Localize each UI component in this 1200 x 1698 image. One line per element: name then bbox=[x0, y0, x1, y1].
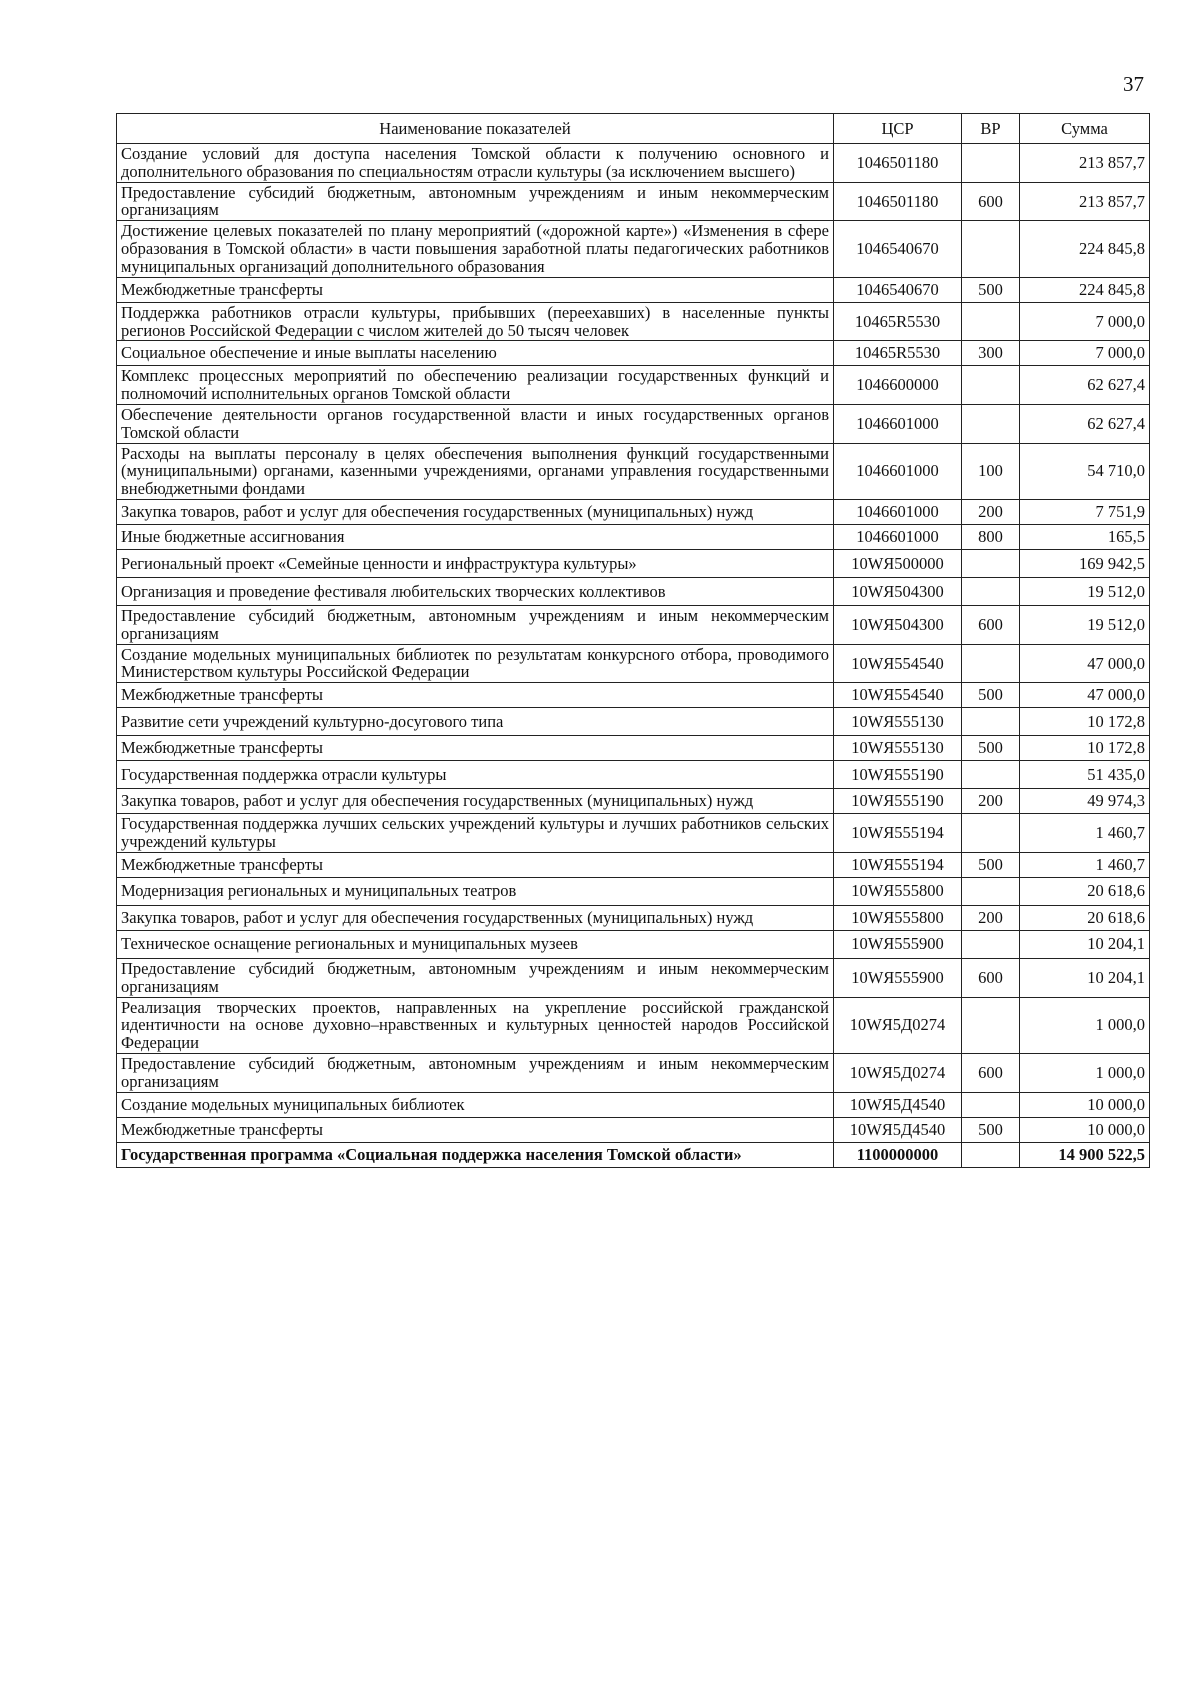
row-csr-cell: 1046601000 bbox=[834, 525, 962, 550]
table-row bbox=[117, 708, 1150, 736]
row-vr-cell bbox=[962, 708, 1020, 736]
table-row bbox=[117, 930, 1150, 958]
row-vr-cell: 500 bbox=[962, 852, 1020, 877]
row-vr-cell bbox=[962, 366, 1020, 405]
row-csr-cell: 10WЯ504300 bbox=[834, 606, 962, 645]
table-header bbox=[117, 114, 1150, 144]
row-sum-cell: 213 857,7 bbox=[1020, 144, 1150, 183]
row-vr-cell bbox=[962, 814, 1020, 853]
table-row bbox=[117, 302, 1150, 341]
row-name-cell: Предоставление субсидий бюджетным, автономным учреждениям и иным некоммерческим организациям bbox=[117, 182, 834, 221]
row-sum-cell: 1 460,7 bbox=[1020, 852, 1150, 877]
row-vr-cell bbox=[962, 1092, 1020, 1117]
row-sum-cell: 10 000,0 bbox=[1020, 1117, 1150, 1142]
row-sum-cell: 14 900 522,5 bbox=[1020, 1142, 1150, 1167]
table-row bbox=[117, 341, 1150, 366]
row-sum-cell: 10 172,8 bbox=[1020, 708, 1150, 736]
row-sum-cell: 62 627,4 bbox=[1020, 404, 1150, 443]
row-name-cell: Техническое оснащение региональных и муниципальных музеев bbox=[117, 930, 834, 958]
page-number: 37 bbox=[1123, 72, 1144, 96]
header-vr: ВР bbox=[962, 114, 1020, 144]
row-name-cell: Закупка товаров, работ и услуг для обеспечения государственных (муниципальных) нужд bbox=[117, 905, 834, 930]
row-csr-cell: 10WЯ555130 bbox=[834, 708, 962, 736]
row-name-cell: Предоставление субсидий бюджетным, автономным учреждениям и иным некоммерческим организациям bbox=[117, 606, 834, 645]
table-row bbox=[117, 761, 1150, 789]
row-name-cell: Межбюджетные трансферты bbox=[117, 683, 834, 708]
row-vr-cell bbox=[962, 877, 1020, 905]
row-sum-cell: 10 172,8 bbox=[1020, 736, 1150, 761]
row-csr-cell: 10WЯ555800 bbox=[834, 877, 962, 905]
table-row bbox=[117, 958, 1150, 997]
table-row bbox=[117, 277, 1150, 302]
row-sum-cell: 7 000,0 bbox=[1020, 341, 1150, 366]
table-row bbox=[117, 443, 1150, 499]
row-name-cell: Иные бюджетные ассигнования bbox=[117, 525, 834, 550]
row-name-cell: Межбюджетные трансферты bbox=[117, 1117, 834, 1142]
table-row bbox=[117, 1092, 1150, 1117]
table-row bbox=[117, 877, 1150, 905]
row-vr-cell bbox=[962, 144, 1020, 183]
row-name-cell: Закупка товаров, работ и услуг для обеспечения государственных (муниципальных) нужд bbox=[117, 789, 834, 814]
row-name-cell: Государственная программа «Социальная поддержка населения Томской области» bbox=[117, 1142, 834, 1167]
row-name-cell: Поддержка работников отрасли культуры, прибывших (переехавших) в населенные пункты регионов Российской Федерации с числом жителей до 50 тысяч человек bbox=[117, 302, 834, 341]
row-vr-cell: 200 bbox=[962, 500, 1020, 525]
row-name-cell: Развитие сети учреждений культурно-досугового типа bbox=[117, 708, 834, 736]
row-sum-cell: 224 845,8 bbox=[1020, 221, 1150, 277]
table-row bbox=[117, 525, 1150, 550]
row-csr-cell: 10WЯ5Д4540 bbox=[834, 1117, 962, 1142]
row-vr-cell bbox=[962, 644, 1020, 683]
table-row bbox=[117, 1053, 1150, 1092]
header-csr: ЦСР bbox=[834, 114, 962, 144]
row-sum-cell: 51 435,0 bbox=[1020, 761, 1150, 789]
table-row bbox=[117, 852, 1150, 877]
row-sum-cell: 7 000,0 bbox=[1020, 302, 1150, 341]
row-csr-cell: 10WЯ554540 bbox=[834, 683, 962, 708]
row-sum-cell: 165,5 bbox=[1020, 525, 1150, 550]
row-name-cell: Организация и проведение фестиваля любительских творческих коллективов bbox=[117, 578, 834, 606]
row-vr-cell bbox=[962, 302, 1020, 341]
row-name-cell: Социальное обеспечение и иные выплаты населению bbox=[117, 341, 834, 366]
table-row bbox=[117, 404, 1150, 443]
row-csr-cell: 1046501180 bbox=[834, 182, 962, 221]
row-csr-cell: 10WЯ555900 bbox=[834, 930, 962, 958]
row-name-cell: Предоставление субсидий бюджетным, автономным учреждениям и иным некоммерческим организациям bbox=[117, 958, 834, 997]
row-name-cell: Межбюджетные трансферты bbox=[117, 852, 834, 877]
table-row bbox=[117, 814, 1150, 853]
row-name-cell: Государственная поддержка отрасли культуры bbox=[117, 761, 834, 789]
row-vr-cell bbox=[962, 578, 1020, 606]
row-csr-cell: 10WЯ555194 bbox=[834, 814, 962, 853]
row-vr-cell: 500 bbox=[962, 277, 1020, 302]
table-row bbox=[117, 550, 1150, 578]
table-row bbox=[117, 182, 1150, 221]
row-sum-cell: 20 618,6 bbox=[1020, 905, 1150, 930]
row-sum-cell: 54 710,0 bbox=[1020, 443, 1150, 499]
row-name-cell: Закупка товаров, работ и услуг для обеспечения государственных (муниципальных) нужд bbox=[117, 500, 834, 525]
row-sum-cell: 1 000,0 bbox=[1020, 1053, 1150, 1092]
table-row bbox=[117, 997, 1150, 1053]
row-csr-cell: 10WЯ555130 bbox=[834, 736, 962, 761]
row-csr-cell: 1046601000 bbox=[834, 443, 962, 499]
row-sum-cell: 20 618,6 bbox=[1020, 877, 1150, 905]
row-name-cell: Государственная поддержка лучших сельских учреждений культуры и лучших работников сельских учреждений культуры bbox=[117, 814, 834, 853]
row-vr-cell bbox=[962, 761, 1020, 789]
row-sum-cell: 19 512,0 bbox=[1020, 578, 1150, 606]
row-vr-cell: 200 bbox=[962, 905, 1020, 930]
row-csr-cell: 10WЯ500000 bbox=[834, 550, 962, 578]
row-name-cell: Создание модельных муниципальных библиотек bbox=[117, 1092, 834, 1117]
row-vr-cell: 800 bbox=[962, 525, 1020, 550]
row-csr-cell: 1046501180 bbox=[834, 144, 962, 183]
row-vr-cell: 500 bbox=[962, 1117, 1020, 1142]
table-row bbox=[117, 144, 1150, 183]
row-vr-cell: 100 bbox=[962, 443, 1020, 499]
row-sum-cell: 169 942,5 bbox=[1020, 550, 1150, 578]
header-row bbox=[117, 114, 1150, 144]
row-vr-cell: 600 bbox=[962, 606, 1020, 645]
row-name-cell: Межбюджетные трансферты bbox=[117, 736, 834, 761]
row-name-cell: Создание условий для доступа населения Томской области к получению основного и дополнительного образования по специальностям отрасли культуры (за исключением высшего) bbox=[117, 144, 834, 183]
table-row bbox=[117, 578, 1150, 606]
row-csr-cell: 10WЯ555800 bbox=[834, 905, 962, 930]
row-sum-cell: 10 204,1 bbox=[1020, 958, 1150, 997]
row-sum-cell: 49 974,3 bbox=[1020, 789, 1150, 814]
row-sum-cell: 62 627,4 bbox=[1020, 366, 1150, 405]
row-sum-cell: 7 751,9 bbox=[1020, 500, 1150, 525]
table-row bbox=[117, 905, 1150, 930]
row-vr-cell bbox=[962, 997, 1020, 1053]
row-sum-cell: 19 512,0 bbox=[1020, 606, 1150, 645]
row-csr-cell: 10465R5530 bbox=[834, 341, 962, 366]
row-csr-cell: 10WЯ504300 bbox=[834, 578, 962, 606]
row-vr-cell bbox=[962, 930, 1020, 958]
table-row bbox=[117, 606, 1150, 645]
row-csr-cell: 10465R5530 bbox=[834, 302, 962, 341]
row-csr-cell: 10WЯ554540 bbox=[834, 644, 962, 683]
row-vr-cell bbox=[962, 1142, 1020, 1167]
row-name-cell: Реализация творческих проектов, направленных на укрепление российской гражданской идентичности на основе духовно–нравственных и культурных ценностей народов Российской Федерации bbox=[117, 997, 834, 1053]
table-body bbox=[117, 144, 1150, 1168]
row-name-cell: Создание модельных муниципальных библиотек по результатам конкурсного отбора, проводимого Министерством культуры Российской Федерации bbox=[117, 644, 834, 683]
row-name-cell: Межбюджетные трансферты bbox=[117, 277, 834, 302]
row-csr-cell: 1046540670 bbox=[834, 221, 962, 277]
row-name-cell: Комплекс процессных мероприятий по обеспечению реализации государственных функций и полномочий исполнительных органов Томской области bbox=[117, 366, 834, 405]
row-sum-cell: 47 000,0 bbox=[1020, 644, 1150, 683]
row-vr-cell: 300 bbox=[962, 341, 1020, 366]
row-csr-cell: 10WЯ555900 bbox=[834, 958, 962, 997]
table-row bbox=[117, 1117, 1150, 1142]
row-csr-cell: 10WЯ5Д4540 bbox=[834, 1092, 962, 1117]
table-row bbox=[117, 1142, 1150, 1167]
row-name-cell: Модернизация региональных и муниципальных театров bbox=[117, 877, 834, 905]
row-csr-cell: 1046540670 bbox=[834, 277, 962, 302]
row-name-cell: Расходы на выплаты персоналу в целях обеспечения выполнения функций государственными (муниципальными) органами, казенными учреждениями, органами управления государственными внебюджетными фондами bbox=[117, 443, 834, 499]
header-sum: Сумма bbox=[1020, 114, 1150, 144]
row-name-cell: Достижение целевых показателей по плану мероприятий («дорожной карте») «Изменения в сфере образования в Томской области» в части повышения заработной платы педагогических работников муниципальных организаций дополнительного образования bbox=[117, 221, 834, 277]
row-name-cell: Обеспечение деятельности органов государственной власти и иных государственных органов Томской области bbox=[117, 404, 834, 443]
row-csr-cell: 1046601000 bbox=[834, 404, 962, 443]
table-row bbox=[117, 644, 1150, 683]
table-row bbox=[117, 221, 1150, 277]
row-csr-cell: 10WЯ555190 bbox=[834, 761, 962, 789]
row-vr-cell: 500 bbox=[962, 683, 1020, 708]
row-vr-cell bbox=[962, 550, 1020, 578]
row-vr-cell: 500 bbox=[962, 736, 1020, 761]
header-name: Наименование показателей bbox=[117, 114, 834, 144]
row-vr-cell: 200 bbox=[962, 789, 1020, 814]
table-row bbox=[117, 500, 1150, 525]
table-row bbox=[117, 736, 1150, 761]
row-sum-cell: 1 000,0 bbox=[1020, 997, 1150, 1053]
row-csr-cell: 10WЯ5Д0274 bbox=[834, 1053, 962, 1092]
row-csr-cell: 1046601000 bbox=[834, 500, 962, 525]
row-name-cell: Предоставление субсидий бюджетным, автономным учреждениям и иным некоммерческим организациям bbox=[117, 1053, 834, 1092]
table-row bbox=[117, 789, 1150, 814]
row-sum-cell: 224 845,8 bbox=[1020, 277, 1150, 302]
row-vr-cell bbox=[962, 221, 1020, 277]
row-sum-cell: 1 460,7 bbox=[1020, 814, 1150, 853]
row-vr-cell: 600 bbox=[962, 1053, 1020, 1092]
row-name-cell: Региональный проект «Семейные ценности и инфраструктура культуры» bbox=[117, 550, 834, 578]
row-csr-cell: 10WЯ555194 bbox=[834, 852, 962, 877]
row-csr-cell: 10WЯ5Д0274 bbox=[834, 997, 962, 1053]
row-vr-cell: 600 bbox=[962, 958, 1020, 997]
row-csr-cell: 1046600000 bbox=[834, 366, 962, 405]
table-row bbox=[117, 366, 1150, 405]
row-csr-cell: 10WЯ555190 bbox=[834, 789, 962, 814]
row-sum-cell: 10 000,0 bbox=[1020, 1092, 1150, 1117]
row-sum-cell: 47 000,0 bbox=[1020, 683, 1150, 708]
budget-table bbox=[116, 113, 1150, 1168]
row-vr-cell: 600 bbox=[962, 182, 1020, 221]
row-vr-cell bbox=[962, 404, 1020, 443]
table-row bbox=[117, 683, 1150, 708]
row-csr-cell: 1100000000 bbox=[834, 1142, 962, 1167]
row-sum-cell: 10 204,1 bbox=[1020, 930, 1150, 958]
row-sum-cell: 213 857,7 bbox=[1020, 182, 1150, 221]
